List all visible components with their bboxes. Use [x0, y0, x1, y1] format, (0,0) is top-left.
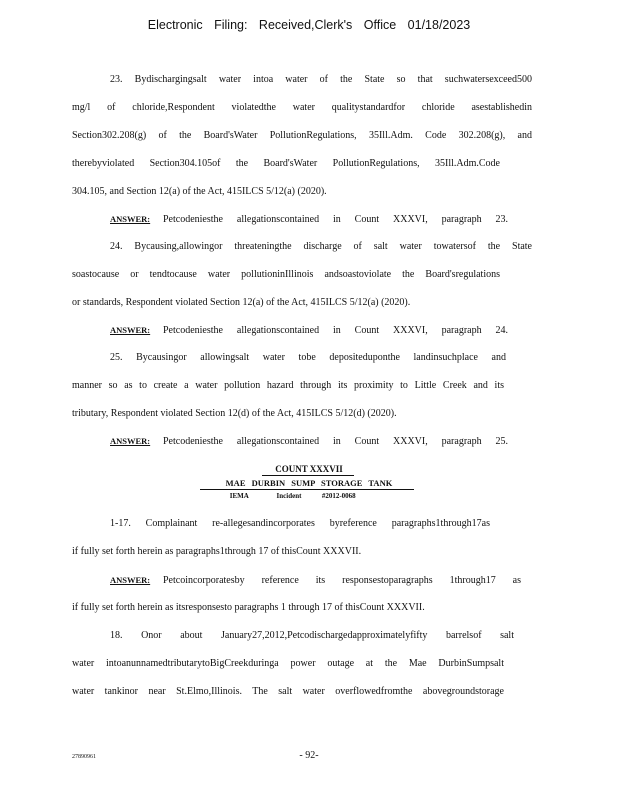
body-line: water intoanunnamedtributarytoBigCreekduringa power outage at the Mae DurbinSumpsalt: [72, 658, 504, 669]
answer-label: ANSWER:: [110, 325, 151, 335]
count-subject: MAE DURBIN SUMP STORAGE TANK: [225, 478, 393, 488]
body-line: 1-17. Complainant re-allegesandincorporates byreference paragraphs1through17as: [110, 518, 490, 529]
answer-text: Petcodeniesthe allegationscontained in Count XXXVI, paragraph 23.: [163, 214, 508, 225]
answer-label: ANSWER:: [110, 214, 151, 224]
filing-stamp-header: Electronic Filing: Received,Clerk's Office 01/18/2023: [147, 18, 471, 32]
body-line: 18. Onor about January27,2012,Petcodischargedapproximatelyfifty barrelsof salt: [110, 630, 514, 641]
body-line: water tankinor near St.Elmo,Illinois. The salt water overflowedfromthe abovegroundstorage: [72, 686, 504, 697]
body-line: if fully set forth herein as itsresponsesto paragraphs 1 through 17 of thisCount XXXVII.: [72, 602, 425, 613]
count-title: COUNT XXXVII: [275, 464, 343, 474]
count-title-rule: [262, 475, 354, 476]
body-line: 23. Bydischargingsalt water intoa water of the State so that suchwatersexceed500: [110, 74, 532, 85]
page-number: - 92-: [299, 750, 319, 761]
answer-line: [110, 435, 510, 448]
answer-label: ANSWER:: [110, 436, 151, 446]
body-line: Section302.208(g) of the Board'sWater PollutionRegulations, 35Ill.Adm. Code 302.208(g), and: [72, 130, 532, 141]
answer-label: ANSWER:: [110, 575, 151, 585]
body-line: 304.105, and Section 12(a) of the Act, 415ILCS 5/12(a) (2020).: [72, 186, 327, 197]
body-line: soastocause or tendtocause water pollutioninIllinois andsoastoviolate the Board'sregulations: [72, 269, 500, 280]
body-line: if fully set forth herein as paragraphs1through 17 of thisCount XXXVII.: [72, 546, 362, 557]
count-sub-incident: Incident: [276, 492, 302, 500]
body-line: or standards, Respondent violated Section 12(a) of the Act, 415ILCS 5/12(a) (2020).: [72, 297, 411, 308]
answer-line: [110, 324, 510, 337]
answer-text: Petcoincorporatesby reference its responsestoparagraphs 1through17 as: [163, 575, 521, 586]
count-sub-iema: IEMA: [229, 492, 249, 500]
count-subheading: [0, 492, 618, 500]
document-id: 27890961: [72, 754, 96, 760]
count-subject-rule: [200, 489, 414, 490]
count-sub-number: #2012-0068: [321, 492, 356, 500]
answer-text: Petcodeniesthe allegationscontained in Count XXXVI, paragraph 24.: [163, 325, 508, 336]
body-line: therebyviolated Section304.105of the Board'sWater PollutionRegulations, 35Ill.Adm.Code: [72, 158, 500, 169]
answer-line: [110, 213, 510, 226]
body-line: 24. Bycausing,allowingor threateningthe discharge of salt water towatersof the State: [110, 241, 532, 252]
answer-text: Petcodeniesthe allegationscontained in Count XXXVI, paragraph 25.: [163, 436, 508, 447]
body-line: tributary, Respondent violated Section 12(d) of the Act, 415ILCS 5/12(d) (2020).: [72, 408, 397, 419]
body-line: 25. Bycausingor allowingsalt water tobe depositeduponthe landinsuchplace and: [110, 352, 506, 363]
body-line: mg/l of chloride,Respondent violatedthe water qualitystandardfor chloride asestablishedin: [72, 102, 532, 113]
body-line: manner so as to create a water pollution hazard through its proximity to Little Creek and its: [72, 380, 504, 391]
answer-line: [110, 574, 524, 587]
